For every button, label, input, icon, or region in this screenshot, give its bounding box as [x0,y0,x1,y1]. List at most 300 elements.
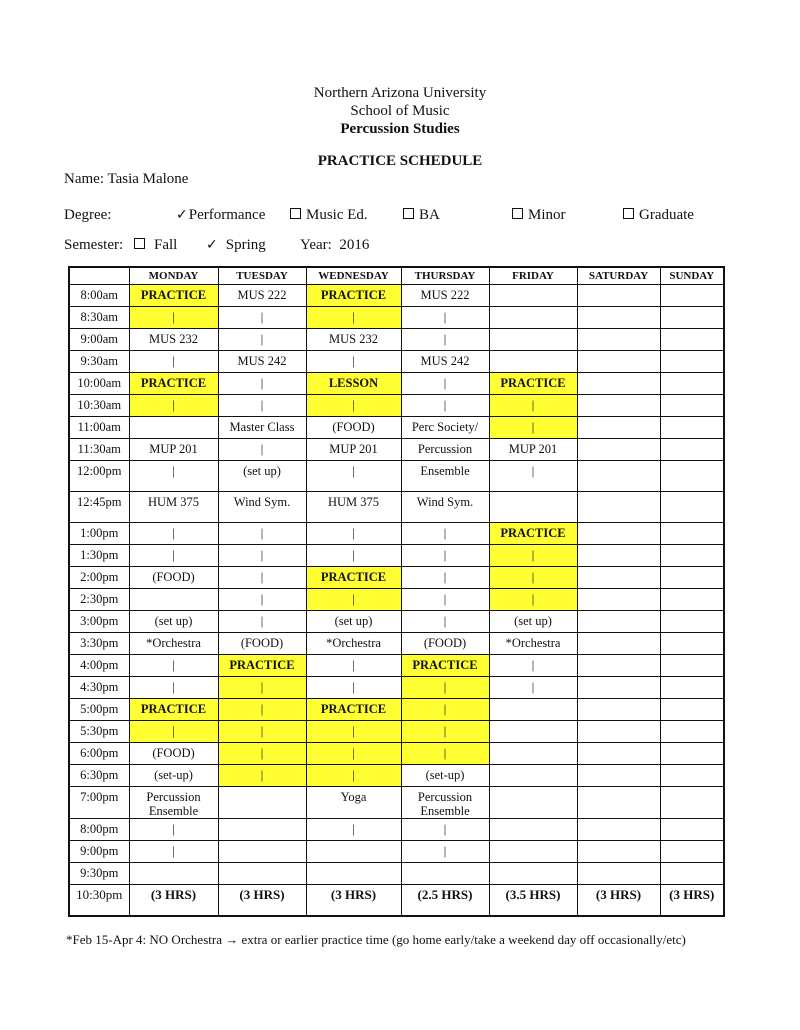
degree-option-label: Graduate [639,207,694,223]
cell-text: | [352,822,355,836]
cell-text [490,285,577,288]
schedule-cell-saturday [577,307,660,329]
cell-text [307,841,401,844]
schedule-cell-thursday [401,819,489,841]
schedule-cell-wednesday [306,655,401,677]
cell-text: | [443,592,447,606]
cell-text: | [260,724,264,738]
schedule-cell-wednesday [306,351,401,373]
cell-text: | [352,398,355,412]
schedule-cell-monday [129,492,218,523]
total-hours-row [69,885,724,916]
schedule-cell-thursday [401,417,489,439]
table-row [69,655,724,677]
schedule-cell-thursday [401,863,489,885]
table-row [69,589,724,611]
schedule-cell-thursday [401,461,489,492]
cell-text [661,841,724,844]
degree-option-label: Minor [528,207,566,223]
table-row [69,307,724,329]
schedule-cell-wednesday [306,439,401,461]
schedule-cell-thursday [401,439,489,461]
cell-text [490,492,577,495]
time-label: 4:00pm [80,658,119,672]
cell-text: PRACTICE [412,658,478,672]
cell-text [661,307,724,310]
time-label: 3:00pm [80,614,119,628]
cell-text: Percussion Ensemble [417,790,473,818]
day-header-row [69,267,724,285]
time-label: 9:00am [80,332,118,346]
cell-text [661,461,724,464]
table-row [69,329,724,351]
checkbox-icon [290,208,301,219]
checkbox-icon [134,238,145,249]
time-slot [69,841,129,863]
schedule-cell-monday [129,819,218,841]
schedule-cell-sunday [660,523,724,545]
cell-text: | [443,822,447,836]
schedule-cell-sunday [660,743,724,765]
schedule-cell-monday [129,523,218,545]
schedule-cell-sunday [660,787,724,819]
cell-text: Ensemble [420,464,470,478]
schedule-cell-friday [489,819,577,841]
time-label: 4:30pm [80,680,119,694]
schedule-cell-monday [129,329,218,351]
schedule-cell-saturday [577,863,660,885]
table-row [69,461,724,492]
schedule-cell-tuesday [218,439,306,461]
table-row [69,721,724,743]
cell-text: PRACTICE [500,376,566,390]
schedule-cell-saturday [577,787,660,819]
time-label: 5:00pm [80,702,119,716]
schedule-cell-tuesday [218,373,306,395]
cell-text [661,567,724,570]
cell-text: MUP 201 [149,442,198,456]
total-hours-text: (3 HRS) [239,887,285,902]
cell-text: PRACTICE [320,702,387,716]
cell-text: | [443,526,447,540]
schedule-cell-saturday [577,699,660,721]
schedule-cell-friday [489,351,577,373]
cell-text: | [260,702,264,716]
cell-text [661,819,724,822]
time-slot [69,545,129,567]
semester-option-spring[interactable] [206,237,266,254]
schedule-cell-sunday [660,589,724,611]
time-slot [69,633,129,655]
day-header-saturday: SATURDAY [577,267,660,285]
cell-text: | [172,822,175,836]
cell-text: | [443,376,447,390]
cell-text [661,633,724,636]
schedule-cell-saturday [577,819,660,841]
cell-text: | [531,680,535,694]
cell-text [578,655,660,658]
day-header-tuesday: TUESDAY [218,267,306,285]
schedule-cell-monday [129,633,218,655]
day-header-wednesday: WEDNESDAY [306,267,401,285]
time-slot [69,329,129,351]
cell-text: | [352,354,355,368]
table-row [69,677,724,699]
schedule-cell-wednesday [306,743,401,765]
schedule-cell-tuesday [218,329,306,351]
schedule-cell-monday [129,589,218,611]
schedule-cell-friday [489,589,577,611]
schedule-cell-sunday [660,351,724,373]
time-slot [69,395,129,417]
schedule-cell-monday [129,743,218,765]
schedule-cell-friday [489,699,577,721]
cell-text: | [443,680,447,694]
schedule-cell-wednesday [306,307,401,329]
table-row [69,699,724,721]
schedule-cell-monday [129,395,218,417]
cell-text: MUS 242 [420,354,470,368]
school-name: School of Music [350,103,450,119]
schedule-cell-wednesday [306,677,401,699]
schedule-cell-thursday [401,765,489,787]
schedule-cell-sunday [660,633,724,655]
cell-text [578,819,660,822]
schedule-cell-friday [489,492,577,523]
cell-text: | [352,724,355,738]
schedule-cell-saturday [577,492,660,523]
schedule-cell-tuesday [218,765,306,787]
schedule-cell-thursday [401,285,489,307]
cell-text [578,523,660,526]
semester-option-fall[interactable] [134,237,177,254]
time-slot [69,885,129,916]
time-slot [69,721,129,743]
cell-text: | [443,614,447,628]
table-row [69,417,724,439]
cell-text: | [260,768,264,782]
page-title: PRACTICE SCHEDULE [317,153,483,169]
schedule-cell-tuesday [218,819,306,841]
schedule-cell-wednesday [306,545,401,567]
cell-text: Wind Sym. [416,495,474,509]
cell-text: (FOOD) [240,636,284,650]
cell-text: | [443,746,447,760]
cell-text: | [531,592,535,606]
cell-text [578,633,660,636]
schedule-cell-saturday [577,841,660,863]
schedule-cell-saturday [577,417,660,439]
schedule-cell-thursday [401,699,489,721]
cell-text: | [352,592,355,606]
time-slot [69,307,129,329]
cell-text: | [172,526,175,540]
schedule-cell-saturday [577,743,660,765]
schedule-cell-monday [129,655,218,677]
schedule-cell-sunday [660,863,724,885]
cell-text [661,655,724,658]
time-slot [69,461,129,492]
cell-text: | [172,464,175,478]
cell-text: | [443,570,447,584]
time-slot [69,439,129,461]
schedule-cell-thursday [401,611,489,633]
schedule-cell-saturday [577,633,660,655]
time-label: 6:30pm [80,768,119,782]
schedule-cell-thursday [401,633,489,655]
schedule-cell-wednesday [306,863,401,885]
department-name: Percussion Studies [340,121,460,137]
cell-text: (FOOD) [332,420,375,434]
schedule-cell-friday [489,633,577,655]
schedule-cell-monday [129,765,218,787]
cell-text: | [531,420,535,434]
schedule-cell-tuesday [218,677,306,699]
degree-option-ba[interactable] [403,207,440,224]
time-label: 5:30pm [80,724,119,738]
cell-text: | [260,376,264,390]
schedule-cell-wednesday [306,567,401,589]
table-row [69,439,724,461]
cell-text: HUM 375 [147,495,200,509]
cell-text: | [260,526,264,540]
schedule-cell-friday [489,439,577,461]
schedule-cell-monday [129,285,218,307]
day-header-monday: MONDAY [129,267,218,285]
time-label: 1:30pm [80,548,119,562]
schedule-cell-friday [489,307,577,329]
schedule-cell-monday [129,567,218,589]
schedule-cell-sunday [660,285,724,307]
year-value: 2016 [339,237,370,253]
cell-text: MUS 222 [420,288,470,302]
schedule-cell-saturday [577,439,660,461]
schedule-cell-friday [489,787,577,819]
schedule-cell-monday [129,611,218,633]
schedule-cell-saturday [577,329,660,351]
total-hours-text: (3 HRS) [595,887,642,902]
cell-text: | [531,570,535,584]
schedule-cell-monday [129,461,218,492]
schedule-cell-saturday [577,351,660,373]
time-slot [69,373,129,395]
cell-text [661,329,724,332]
time-slot [69,863,129,885]
schedule-cell-wednesday [306,461,401,492]
total-hours-sunday [660,885,724,916]
cell-text: | [352,548,355,562]
schedule-cell-monday [129,677,218,699]
table-row [69,743,724,765]
cell-text [219,819,306,822]
schedule-cell-saturday [577,589,660,611]
time-label: 3:30pm [80,636,119,650]
schedule-cell-wednesday [306,492,401,523]
schedule-cell-sunday [660,492,724,523]
time-label: 7:00pm [80,790,119,804]
cell-text [307,863,401,866]
table-row [69,523,724,545]
cell-text: | [172,354,175,368]
cell-text [661,395,724,398]
cell-text: | [443,310,447,324]
schedule-cell-wednesday [306,787,401,819]
schedule-cell-friday [489,523,577,545]
cell-text [130,589,218,592]
schedule-cell-wednesday [306,819,401,841]
cell-text: | [260,614,264,628]
schedule-cell-tuesday [218,655,306,677]
cell-text [661,439,724,442]
cell-text [661,589,724,592]
schedule-cell-sunday [660,567,724,589]
table-row [69,545,724,567]
cell-text: | [352,680,355,694]
degree-option-graduate[interactable] [623,207,694,224]
cell-text: PRACTICE [140,376,207,390]
cell-text [578,373,660,376]
cell-text: | [352,310,355,324]
checkbox-icon [512,208,523,219]
schedule-cell-monday [129,841,218,863]
time-slot [69,611,129,633]
cell-text [661,523,724,526]
cell-text: (FOOD) [423,636,467,650]
cell-text: Yoga [340,790,367,804]
cell-text [130,417,218,420]
semester-option-label: Fall [154,237,178,253]
schedule-cell-friday [489,373,577,395]
schedule-cell-saturday [577,373,660,395]
cell-text: | [260,398,264,412]
schedule-cell-saturday [577,461,660,492]
cell-text: PRACTICE [140,702,207,716]
time-slot [69,589,129,611]
degree-option-music-ed[interactable] [290,207,368,224]
total-hours-thursday [401,885,489,916]
schedule-cell-wednesday [306,285,401,307]
cell-text: | [260,680,264,694]
cell-text [661,863,724,866]
schedule-cell-friday [489,765,577,787]
schedule-cell-friday [489,677,577,699]
cell-text: (FOOD) [152,570,195,584]
cell-text [578,492,660,495]
table-row [69,765,724,787]
schedule-cell-thursday [401,721,489,743]
cell-text [219,841,306,844]
total-hours-wednesday [306,885,401,916]
time-slot [69,743,129,765]
cell-text [661,721,724,724]
cell-text [219,787,306,790]
time-label: 11:30am [77,442,121,456]
schedule-cell-saturday [577,285,660,307]
cell-text [578,841,660,844]
total-hours-text: (3 HRS) [330,887,377,902]
cell-text [490,765,577,768]
cell-text: | [531,548,535,562]
cell-text: | [260,548,264,562]
day-header-thursday: THURSDAY [401,267,489,285]
schedule-cell-wednesday [306,417,401,439]
cell-text: MUS 222 [237,288,287,302]
time-label: 12:45pm [77,495,122,509]
cell-text [490,787,577,790]
schedule-cell-tuesday [218,351,306,373]
schedule-cell-thursday [401,373,489,395]
total-hours-saturday [577,885,660,916]
schedule-cell-tuesday [218,461,306,492]
cell-text [219,863,306,866]
table-row [69,819,724,841]
schedule-cell-tuesday [218,567,306,589]
degree-option-label: BA [419,207,440,223]
cell-text: | [172,658,175,672]
cell-text: PRACTICE [229,658,295,672]
time-slot [69,567,129,589]
schedule-cell-friday [489,841,577,863]
schedule-cell-friday [489,721,577,743]
cell-text [578,439,660,442]
schedule-cell-tuesday [218,743,306,765]
schedule-cell-wednesday [306,841,401,863]
cell-text: | [260,746,264,760]
cell-text: | [531,658,535,672]
cell-text [578,787,660,790]
schedule-cell-monday [129,373,218,395]
cell-text [490,819,577,822]
cell-text: PRACTICE [500,526,566,540]
schedule-cell-wednesday [306,633,401,655]
time-slot [69,351,129,373]
cell-text: | [172,548,175,562]
cell-text: | [352,746,355,760]
schedule-cell-saturday [577,567,660,589]
schedule-cell-thursday [401,523,489,545]
checkbox-icon [623,208,634,219]
cell-text [130,863,218,866]
cell-text: Percussion [417,442,473,456]
schedule-cell-tuesday [218,492,306,523]
cell-text: (set up) [334,614,373,628]
time-label: 10:30am [77,398,122,412]
schedule-cell-thursday [401,567,489,589]
corner-cell [69,267,129,285]
time-label: 9:00pm [80,844,119,858]
schedule-cell-sunday [660,417,724,439]
degree-option-performance[interactable] [176,207,265,224]
table-row [69,841,724,863]
cell-text: LESSON [328,376,379,390]
schedule-cell-monday [129,417,218,439]
cell-text [578,351,660,354]
time-label: 6:00pm [80,746,119,760]
schedule-cell-thursday [401,677,489,699]
time-label: 2:00pm [80,570,119,584]
schedule-cell-tuesday [218,545,306,567]
schedule-cell-wednesday [306,765,401,787]
total-hours-monday [129,885,218,916]
cell-text: | [443,332,447,346]
cell-text [661,545,724,548]
time-label: 8:30am [80,310,118,324]
schedule-cell-sunday [660,439,724,461]
time-slot [69,417,129,439]
schedule-cell-saturday [577,395,660,417]
degree-option-minor[interactable] [512,207,566,224]
schedule-cell-sunday [660,611,724,633]
